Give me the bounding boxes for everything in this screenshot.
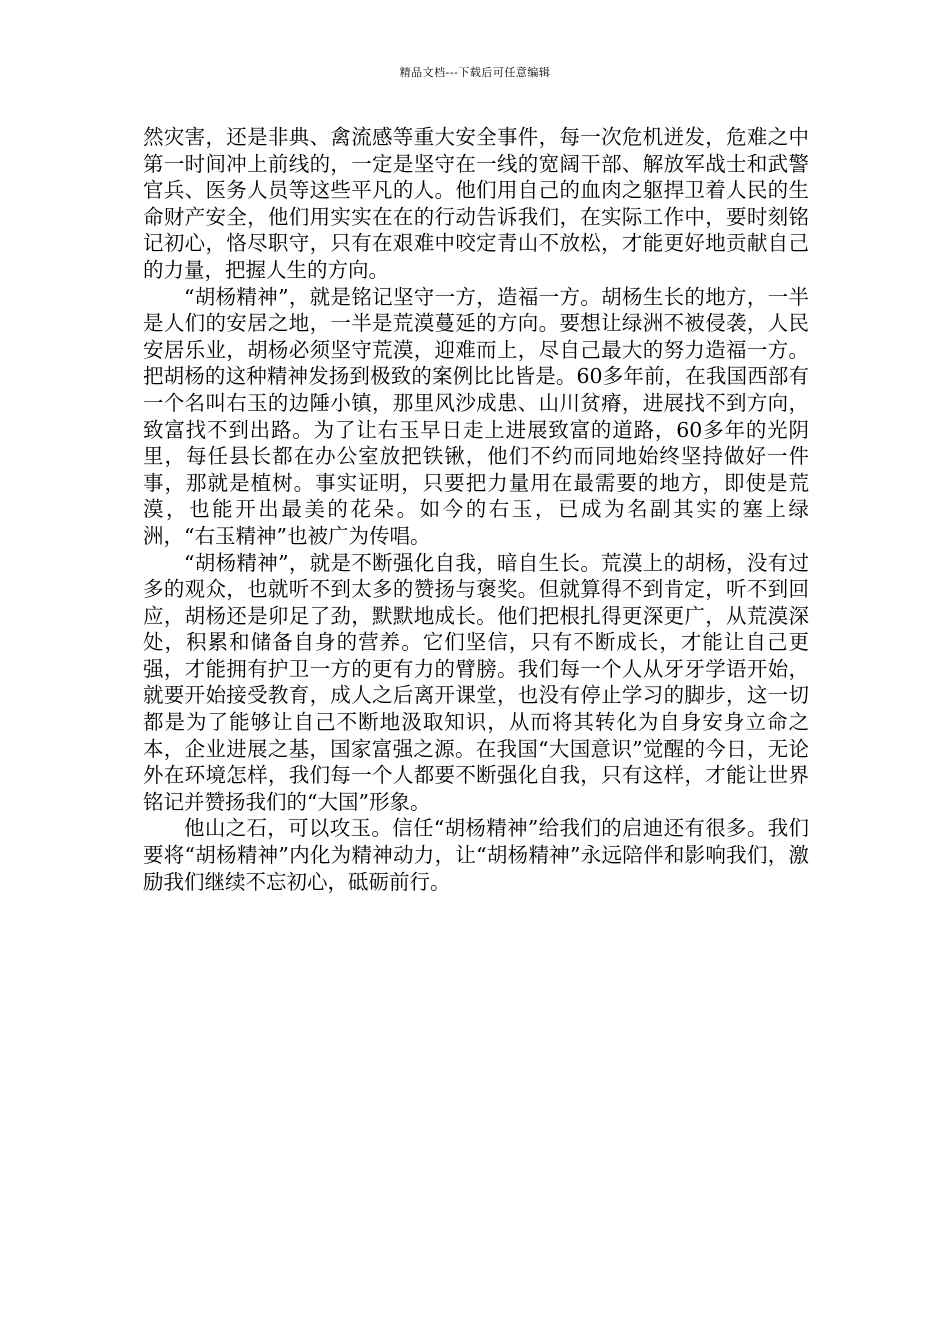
paragraph-continuation: 然灾害，还是非典、禽流感等重大安全事件，每一次危机迸发，危难之中第一时间冲上前线的，一定是坚守在一线的宽阔干部、解放军战士和武警官兵、医务人员等这些平凡的人。他们用自己的血肉之躯捍卫着人民的生命财产安全，他们用实实在在的行动告诉我们，在实际工作中，要时刻铭记初心，恪尽职守，只有在艰难中咬定青山不放松，才能更好地贡献自己的力量，把握人生的方向。 bbox=[143, 125, 809, 282]
paragraph-conclusion: 他山之石，可以攻玉。信任“胡杨精神”给我们的启迪还有很多。我们要将“胡杨精神”内化为精神动力，让“胡杨精神”永远陪伴和影响我们，激励我们继续不忘初心，砥砺前行。 bbox=[143, 816, 809, 894]
page-header: 精品文档---下载后可任意编辑 bbox=[399, 66, 551, 79]
paragraph-strengthen-self: “胡杨精神”，就是不断强化自我，暗自生长。荒漠上的胡杨，没有过多的观众，也就听不到太多的赞扬与褒奖。但就算得不到肯定，听不到回应，胡杨还是卯足了劲，默默地成长。他们把根扎得更深更广，从荒漠深处，积累和储备自身的营养。它们坚信，只有不断成长，才能让自己更强，才能拥有护卫一方的更有力的臂膀。我们每一个人从牙牙学语开始，就要开始接受教育，成人之后离开课堂，也没有停止学习的脚步，这一切都是为了能够让自己不断地汲取知识，从而将其转化为自身安身立命之本，企业进展之基，国家富强之源。在我国“大国意识”觉醒的今日，无论外在环境怎样，我们每一个人都要不断强化自我，只有这样，才能让世界铭记并赞扬我们的“大国”形象。 bbox=[143, 550, 809, 814]
paragraph-guard-one-place: “胡杨精神”，就是铭记坚守一方，造福一方。胡杨生长的地方，一半是人们的安居之地，一半是荒漠蔓延的方向。要想让绿洲不被侵袭，人民安居乐业，胡杨必须坚守荒漠，迎难而上，尽自己最大的努力造福一方。把胡杨的这种精神发扬到极致的案例比比皆是。60多年前，在我国西部有一个名叫右玉的边陲小镇，那里风沙成患、山川贫瘠，进展找不到方向，致富找不到出路。为了让右玉早日走上进展致富的道路，60多年的光阴里，每任县长都在办公室放把铁锹，他们不约而同地始终坚持做好一件事，那就是植树。事实证明，只要把力量用在最需要的地方，即使是荒漠，也能开出最美的花朵。如今的右玉，已成为名副其实的塞上绿洲，“右玉精神”也被广为传唱。 bbox=[143, 284, 809, 548]
document-body bbox=[143, 124, 809, 895]
